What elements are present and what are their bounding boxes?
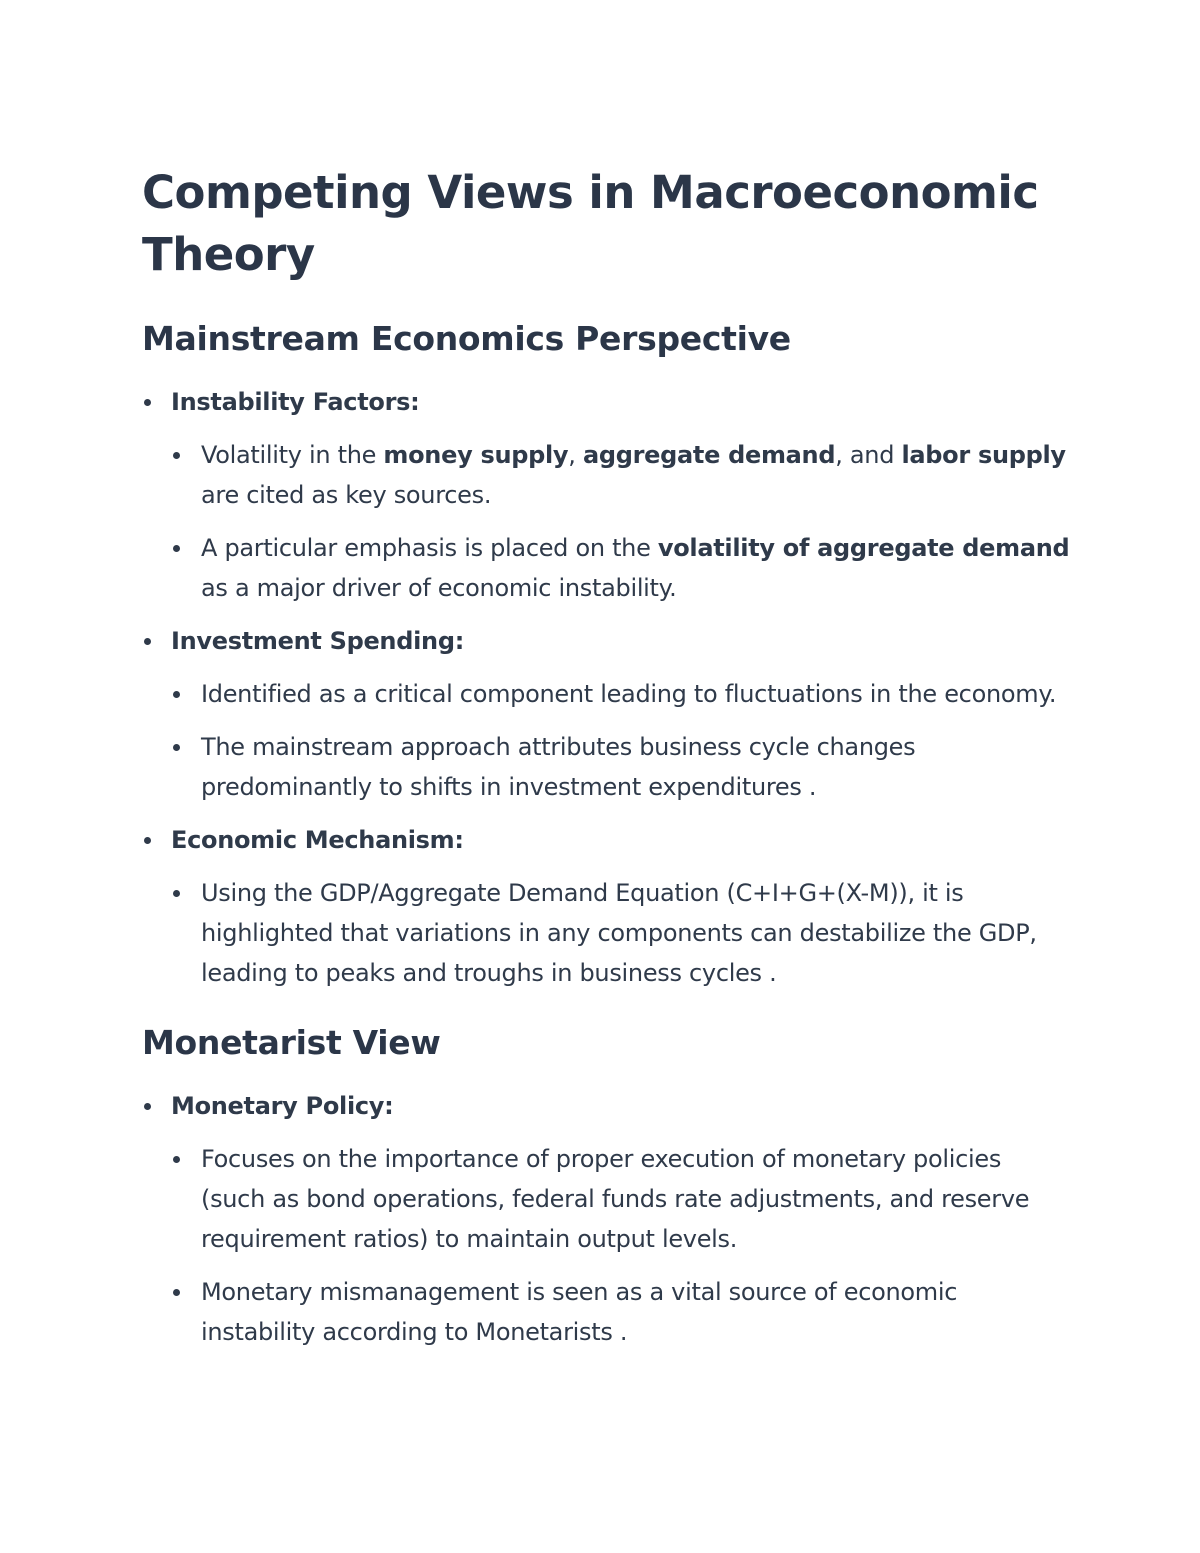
bullet-icon [173,545,180,552]
section-heading-monetarist: Monetarist View [142,1023,441,1062]
bold-term: money supply [383,441,569,469]
bullet-icon [173,452,180,459]
text-run: Using the GDP/Aggregate Demand Equation (C+I+G+(X-M)), it is highlighted that variations in any components can destabilize the GDP, leading to peaks and troughs in business cycles . [201,879,1037,987]
bullet-icon [173,691,180,698]
sub-list-item [171,1272,1072,1352]
text-run: Focuses on the importance of proper execution of monetary policies (such as bond operations, federal funds rate adjustments, and reserve requirement ratios) to maintain output levels. [201,1145,1030,1253]
list-item-instability-factors [142,383,1072,608]
sub-list [171,873,1072,993]
text-run: Monetary mismanagement is seen as a vital source of economic instability according to Monetarists . [201,1278,958,1346]
sub-list [171,674,1072,807]
bold-term: volatility of aggregate demand [657,534,1070,562]
text-run: are cited as key sources. [201,481,492,509]
bold-term: aggregate demand [582,441,836,469]
bullet-icon [144,1103,151,1110]
text-run: A particular emphasis is placed on the [201,534,658,562]
bullet-icon [144,837,151,844]
section-heading-mainstream: Mainstream Economics Perspective [142,319,791,358]
page-title: Competing Views in Macroeconomic Theory [142,166,1039,281]
bullet-icon [173,890,180,897]
sub-list-item [171,1139,1072,1259]
text-run: as a major driver of economic instability. [201,574,677,602]
document-page [142,162,1072,1366]
monetarist-list [142,1087,1072,1352]
list-item-investment-spending [142,622,1072,807]
list-item-monetary-policy [142,1087,1072,1352]
sub-list [171,435,1072,608]
sub-list-item [171,674,1072,714]
list-item-label: Economic Mechanism: [171,826,464,854]
list-item-label: Instability Factors: [171,388,420,416]
sub-list-item [171,873,1072,993]
mainstream-list [142,383,1072,993]
list-item-label: Investment Spending: [171,627,464,655]
text-run: Identified as a critical component leading to fluctuations in the economy. [201,680,1057,708]
sub-list-item [171,435,1072,515]
bullet-icon [173,744,180,751]
list-item-economic-mechanism [142,821,1072,993]
list-item-label: Monetary Policy: [171,1092,394,1120]
bullet-icon [173,1156,180,1163]
bullet-icon [144,638,151,645]
bullet-icon [173,1289,180,1296]
text-run: Volatility in the [201,441,384,469]
sub-list [171,1139,1072,1352]
text-run: The mainstream approach attributes business cycle changes predominantly to shifts in investment expenditures . [201,733,916,801]
sub-list-item [171,727,1072,807]
bold-term: labor supply [901,441,1066,469]
bullet-icon [144,399,151,406]
text-run: , and [835,441,902,469]
text-run: , [568,441,583,469]
sub-list-item [171,528,1072,608]
